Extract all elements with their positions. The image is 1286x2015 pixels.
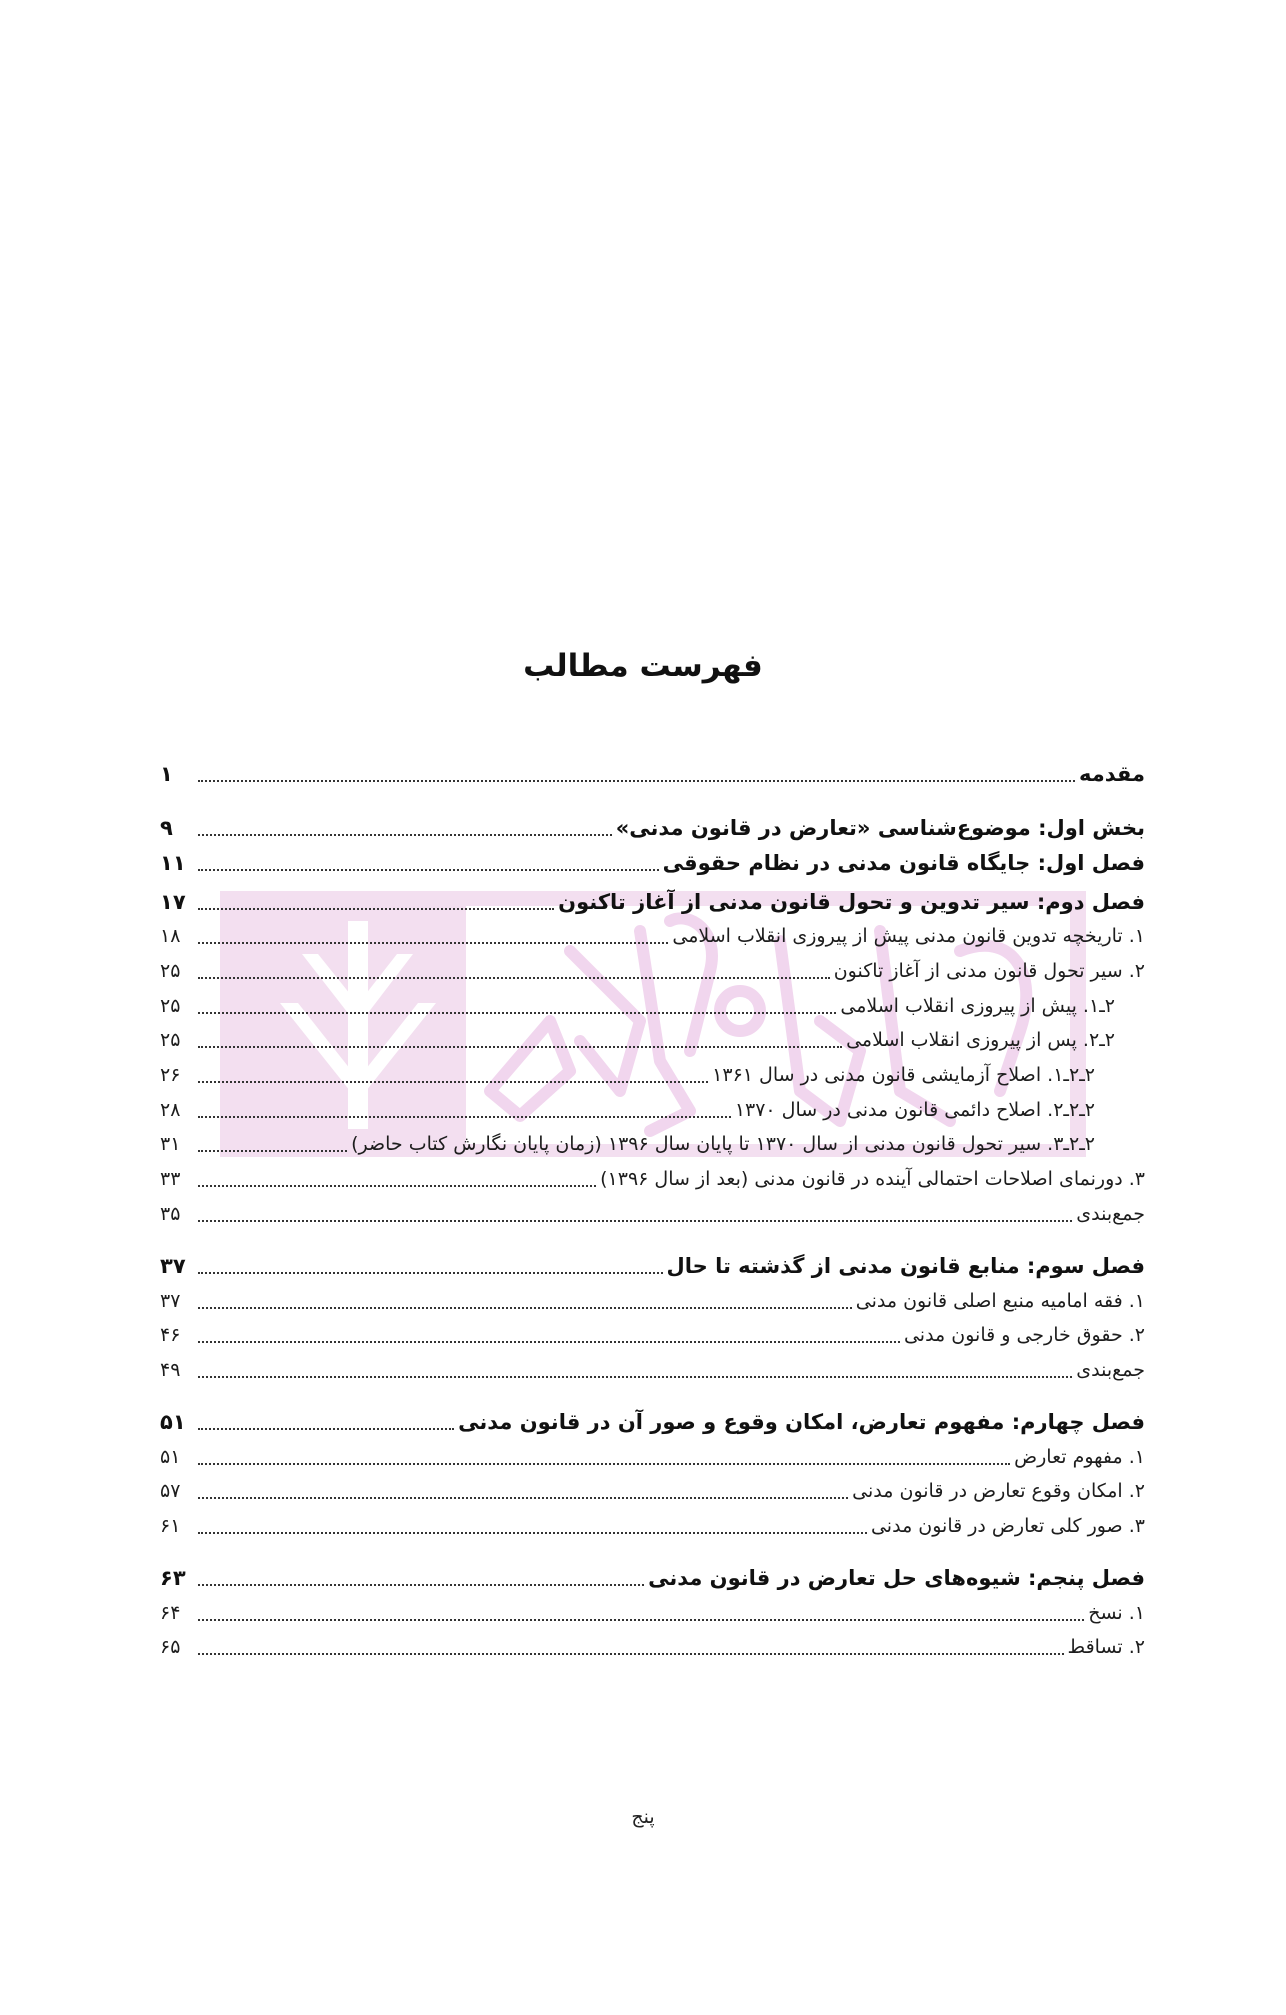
dot-leader	[198, 1341, 900, 1343]
toc-entry-page-number: ۳۵	[160, 1203, 181, 1225]
toc-entry-title: جمع‌بندی	[1076, 1203, 1145, 1225]
toc-entry-page-number: ۳۳	[160, 1168, 181, 1190]
toc-entry-title: ۲ـ۲ـ۱. اصلاح آزمایشی قانون مدنی در سال ۱۳۶۱	[712, 1064, 1095, 1086]
toc-entry-title: ۲ـ۲. پس از پیروزی انقلاب اسلامی	[846, 1029, 1115, 1051]
dot-leader	[198, 1272, 663, 1274]
toc-entry-page-number: ۱۸	[160, 925, 181, 947]
toc-entry-page-number: ۴۹	[160, 1359, 181, 1381]
dot-leader	[198, 1428, 454, 1430]
dot-leader	[198, 1532, 867, 1534]
toc-entry[interactable]	[160, 1319, 1145, 1351]
toc-entry-title: ۲. حقوق خارجی و قانون مدنی	[903, 1324, 1145, 1346]
toc-entry-title: ۲. سیر تحول قانون مدنی از آغاز تاکنون	[833, 960, 1145, 982]
toc-entry[interactable]	[160, 1163, 1145, 1195]
dot-leader	[198, 1584, 644, 1586]
dot-leader	[198, 1046, 842, 1048]
toc-entry-page-number: ۲۸	[160, 1099, 181, 1121]
toc-entry-page-number: ۵۱	[160, 1446, 181, 1468]
toc-entry[interactable]	[160, 1285, 1145, 1317]
toc-entry[interactable]	[160, 1406, 1145, 1438]
toc-entry-page-number: ۶۴	[160, 1602, 181, 1624]
toc-entry-page-number: ۶۱	[160, 1515, 181, 1537]
toc-entry[interactable]	[160, 812, 1145, 844]
toc-entry[interactable]	[160, 1475, 1145, 1507]
toc-entry-title: فصل دوم: سیر تدوین و تحول قانون مدنی از آغاز تاکنون	[558, 890, 1145, 914]
page-title: فهرست مطالب	[523, 648, 763, 684]
toc-entry-title: ۱. مفهوم تعارض	[1014, 1446, 1145, 1468]
toc-entry[interactable]	[160, 886, 1145, 918]
toc-entry[interactable]	[160, 990, 1115, 1022]
toc-entry-title: ۱. فقه امامیه منبع اصلی قانون مدنی	[855, 1290, 1145, 1312]
toc-entry-page-number: ۵۱	[160, 1410, 186, 1434]
toc-entry-page-number: ۱۱	[160, 851, 186, 875]
dot-leader	[198, 1307, 852, 1309]
toc-entry-page-number: ۳۱	[160, 1133, 181, 1155]
dot-leader	[198, 1081, 708, 1083]
dot-leader	[198, 834, 612, 836]
toc-entry[interactable]	[160, 1597, 1145, 1629]
toc-entry[interactable]	[160, 1562, 1145, 1594]
toc-entry[interactable]	[160, 1631, 1145, 1663]
dot-leader	[198, 908, 554, 910]
toc-entry-title: جمع‌بندی	[1076, 1359, 1145, 1381]
toc-entry-title: فصل اول: جایگاه قانون مدنی در نظام حقوقی	[662, 851, 1145, 875]
toc-entry[interactable]	[160, 1198, 1145, 1230]
dot-leader	[198, 1012, 836, 1014]
toc-entry-page-number: ۵۷	[160, 1480, 181, 1502]
toc-entry-page-number: ۳۷	[160, 1290, 181, 1312]
toc-entry-title: ۲ـ۲ـ۲. اصلاح دائمی قانون مدنی در سال ۱۳۷۰	[734, 1099, 1095, 1121]
toc-entry[interactable]	[160, 1250, 1145, 1282]
dot-leader	[198, 1497, 848, 1499]
toc-entry-page-number: ۶۳	[160, 1566, 186, 1590]
toc-entry-title: ۲. تساقط	[1067, 1636, 1145, 1658]
dot-leader	[198, 942, 668, 944]
toc-entry-title: بخش اول: موضوع‌شناسی «تعارض در قانون مدنی»	[615, 816, 1145, 840]
toc-entry[interactable]	[160, 1094, 1095, 1126]
toc-entry[interactable]	[160, 758, 1145, 790]
toc-entry[interactable]	[160, 1024, 1115, 1056]
dot-leader	[198, 869, 659, 871]
toc-entry-page-number: ۴۶	[160, 1324, 181, 1346]
toc-entry[interactable]	[160, 1510, 1145, 1542]
dot-leader	[198, 1463, 1010, 1465]
toc-entry-page-number: ۱۷	[160, 890, 186, 914]
toc-entry-title: فصل سوم: منابع قانون مدنی از گذشته تا حال	[666, 1254, 1145, 1278]
toc-entry[interactable]	[160, 1354, 1145, 1386]
toc-entry-title: ۲ـ۲ـ۳. سیر تحول قانون مدنی از سال ۱۳۷۰ تا پایان سال ۱۳۹۶ (زمان پایان نگارش کتاب حاضر)	[351, 1133, 1095, 1155]
toc-entry-page-number: ۲۶	[160, 1064, 181, 1086]
page-number: پنج	[631, 1806, 655, 1828]
toc-entry-title: ۲. امکان وقوع تعارض در قانون مدنی	[852, 1480, 1145, 1502]
toc-entry-page-number: ۳۷	[160, 1254, 186, 1278]
toc-entry[interactable]	[160, 1059, 1095, 1091]
toc-entry-page-number: ۶۵	[160, 1636, 181, 1658]
toc-entry[interactable]	[160, 1441, 1145, 1473]
dot-leader	[198, 1220, 1072, 1222]
toc-entry-title: ۲ـ۱. پیش از پیروزی انقلاب اسلامی	[840, 995, 1115, 1017]
toc-entry[interactable]	[160, 920, 1145, 952]
dot-leader	[198, 1376, 1072, 1378]
dot-leader	[198, 1185, 596, 1187]
toc-entry-page-number: ۹	[160, 816, 173, 840]
toc-entry-title: ۱. تاریخچه تدوین قانون مدنی پیش از پیروزی انقلاب اسلامی	[672, 925, 1145, 947]
dot-leader	[198, 1653, 1064, 1655]
toc-entry-page-number: ۱	[160, 762, 173, 786]
toc-entry[interactable]	[160, 847, 1145, 879]
toc-entry[interactable]	[160, 1128, 1095, 1160]
toc-entry[interactable]	[160, 955, 1145, 987]
toc-entry-title: ۱. نسخ	[1088, 1602, 1145, 1624]
dot-leader	[198, 977, 830, 979]
toc-entry-title: ۳. دورنمای اصلاحات احتمالی آینده در قانون مدنی (بعد از سال ۱۳۹۶)	[600, 1168, 1145, 1190]
toc-entry-title: فصل پنجم: شیوه‌های حل تعارض در قانون مدنی	[648, 1566, 1145, 1590]
toc-entry-page-number: ۲۵	[160, 995, 181, 1017]
toc-entry-title: مقدمه	[1079, 762, 1145, 786]
dot-leader	[198, 1150, 347, 1152]
dot-leader	[198, 780, 1075, 782]
toc-entry-page-number: ۲۵	[160, 960, 181, 982]
dot-leader	[198, 1619, 1084, 1621]
toc-entry-page-number: ۲۵	[160, 1029, 181, 1051]
toc-entry-title: فصل چهارم: مفهوم تعارض، امکان وقوع و صور آن در قانون مدنی	[458, 1410, 1145, 1434]
dot-leader	[198, 1116, 731, 1118]
toc-entry-title: ۳. صور کلی تعارض در قانون مدنی	[870, 1515, 1145, 1537]
